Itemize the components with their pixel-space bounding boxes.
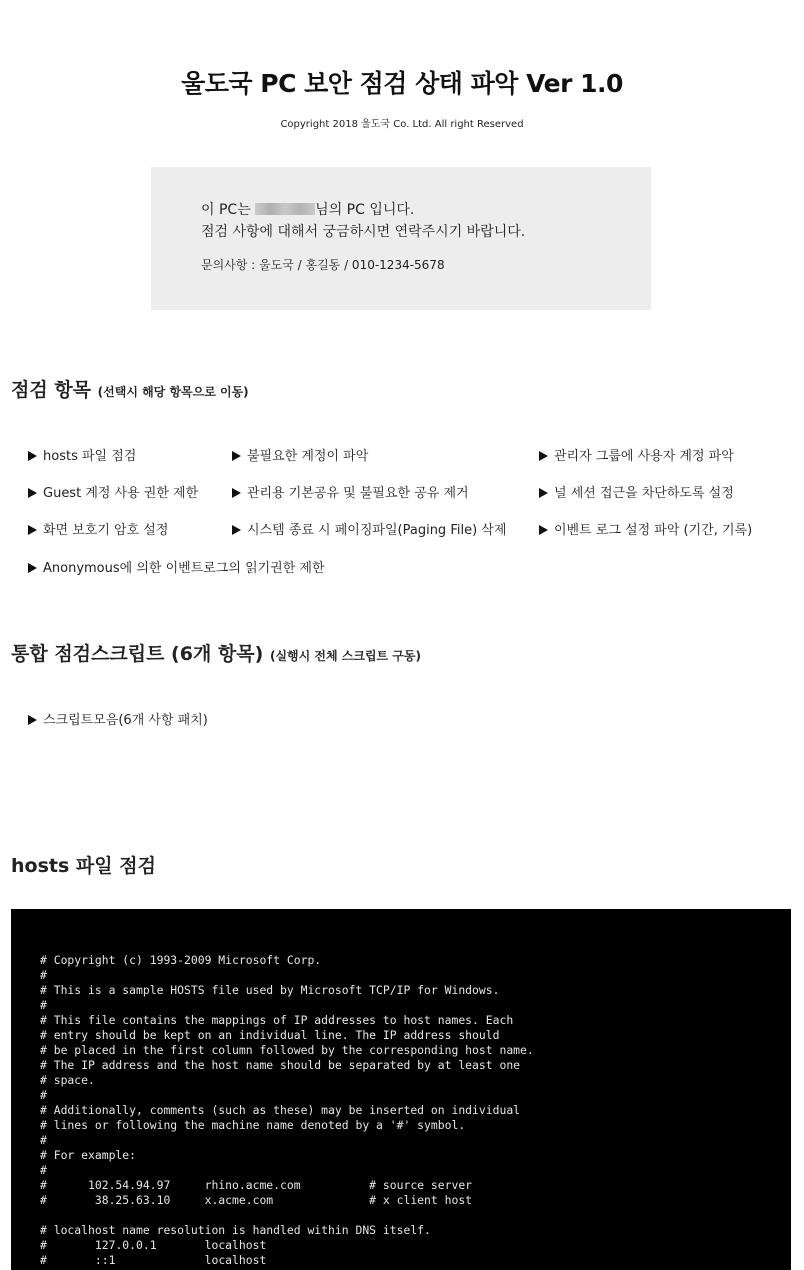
check-item-label: 관리용 기본공유 및 불필요한 공유 제거	[247, 486, 469, 501]
triangle-right-icon	[28, 488, 37, 498]
contact-info: 문의사항 : 울도국 / 홍길동 / 010-1234-5678	[201, 258, 445, 272]
triangle-right-icon	[539, 488, 548, 498]
redacted-owner-name	[255, 203, 315, 215]
check-item-label: Guest 계정 사용 권한 제한	[43, 486, 199, 501]
triangle-right-icon	[232, 525, 241, 535]
check-section-title: 점검 항목	[11, 379, 92, 401]
check-item-label: hosts 파일 점검	[43, 449, 137, 464]
check-item-unneeded-accounts[interactable]	[232, 445, 368, 464]
script-section-heading	[11, 639, 421, 666]
check-item-admin-shares[interactable]	[232, 482, 469, 501]
hosts-file-output	[11, 909, 791, 1270]
triangle-right-icon	[232, 451, 241, 461]
check-item-label: 널 세션 접근을 차단하도록 설정	[554, 486, 734, 501]
check-item-label: Anonymous에 의한 이벤트로그의 읽기권한 제한	[43, 561, 325, 576]
script-item-bundle[interactable]	[28, 709, 208, 728]
inquiry-notice: 점검 사항에 대해서 궁금하시면 연락주시기 바랍니다.	[201, 224, 526, 240]
check-item-label: 화면 보호기 암호 설정	[43, 523, 169, 538]
hosts-file-content: # Copyright (c) 1993-2009 Microsoft Corp. # # This is a sample HOSTS file used by Microsoft TCP/IP for Windows. # # This file contains the mappings of IP addresses to host names. Each # entry should be kept on an individual line. The IP address should # be placed in the first column followed by the corresponding host name. # The IP address and the host name should be separated by at least one # space. # # Additionally, comments (such as these) may be inserted on individual # lines or following the machine name denoted by a '#' symbol. # # For example: # # 102.54.94.97 rhino.acme.com # source server # 38.25.63.10 x.acme.com # x client host # localhost name resolution is handled within DNS itself. # 127.0.0.1 localhost # ::1 localhost	[40, 953, 534, 1267]
script-item-label: 스크립트모음(6개 사항 패치)	[43, 713, 208, 728]
check-item-screensaver[interactable]	[28, 519, 168, 538]
check-section-subtitle: (선택시 해당 항목으로 이동)	[97, 385, 249, 399]
owner-suffix: 님의 PC 입니다.	[315, 202, 415, 218]
check-item-label: 이벤트 로그 설정 파악 (기간, 기록)	[554, 523, 753, 538]
check-item-null-session[interactable]	[539, 482, 734, 501]
check-item-label: 불필요한 계정이 파악	[247, 449, 369, 464]
owner-line	[201, 199, 651, 221]
triangle-right-icon	[28, 451, 37, 461]
info-box	[151, 167, 651, 310]
triangle-right-icon	[28, 525, 37, 535]
page-title: 울도국 PC 보안 점검 상태 파악 Ver 1.0	[181, 69, 623, 98]
check-item-guest[interactable]	[28, 482, 198, 501]
copyright-text: Copyright 2018 울도국 Co. Ltd. All right Reserved	[280, 119, 524, 130]
check-item-admin-group[interactable]	[539, 445, 734, 464]
triangle-right-icon	[539, 451, 548, 461]
check-item-pagefile[interactable]	[232, 519, 506, 538]
check-item-label: 시스템 종료 시 페이징파일(Paging File) 삭제	[247, 523, 507, 538]
check-item-hosts[interactable]	[28, 445, 136, 464]
triangle-right-icon	[539, 525, 548, 535]
owner-prefix: 이 PC는	[201, 202, 256, 218]
check-section-heading	[11, 375, 249, 402]
check-item-label: 관리자 그룹에 사용자 계정 파악	[554, 449, 734, 464]
script-section-subtitle: (실행시 전체 스크립트 구동)	[269, 649, 421, 663]
hosts-section-heading: hosts 파일 점검	[11, 855, 156, 877]
check-item-event-log[interactable]	[539, 519, 752, 538]
triangle-right-icon	[28, 715, 37, 725]
script-section-title: 통합 점검스크립트 (6개 항목)	[11, 643, 264, 665]
triangle-right-icon	[28, 563, 37, 573]
check-item-anonymous[interactable]	[28, 557, 325, 576]
triangle-right-icon	[232, 488, 241, 498]
